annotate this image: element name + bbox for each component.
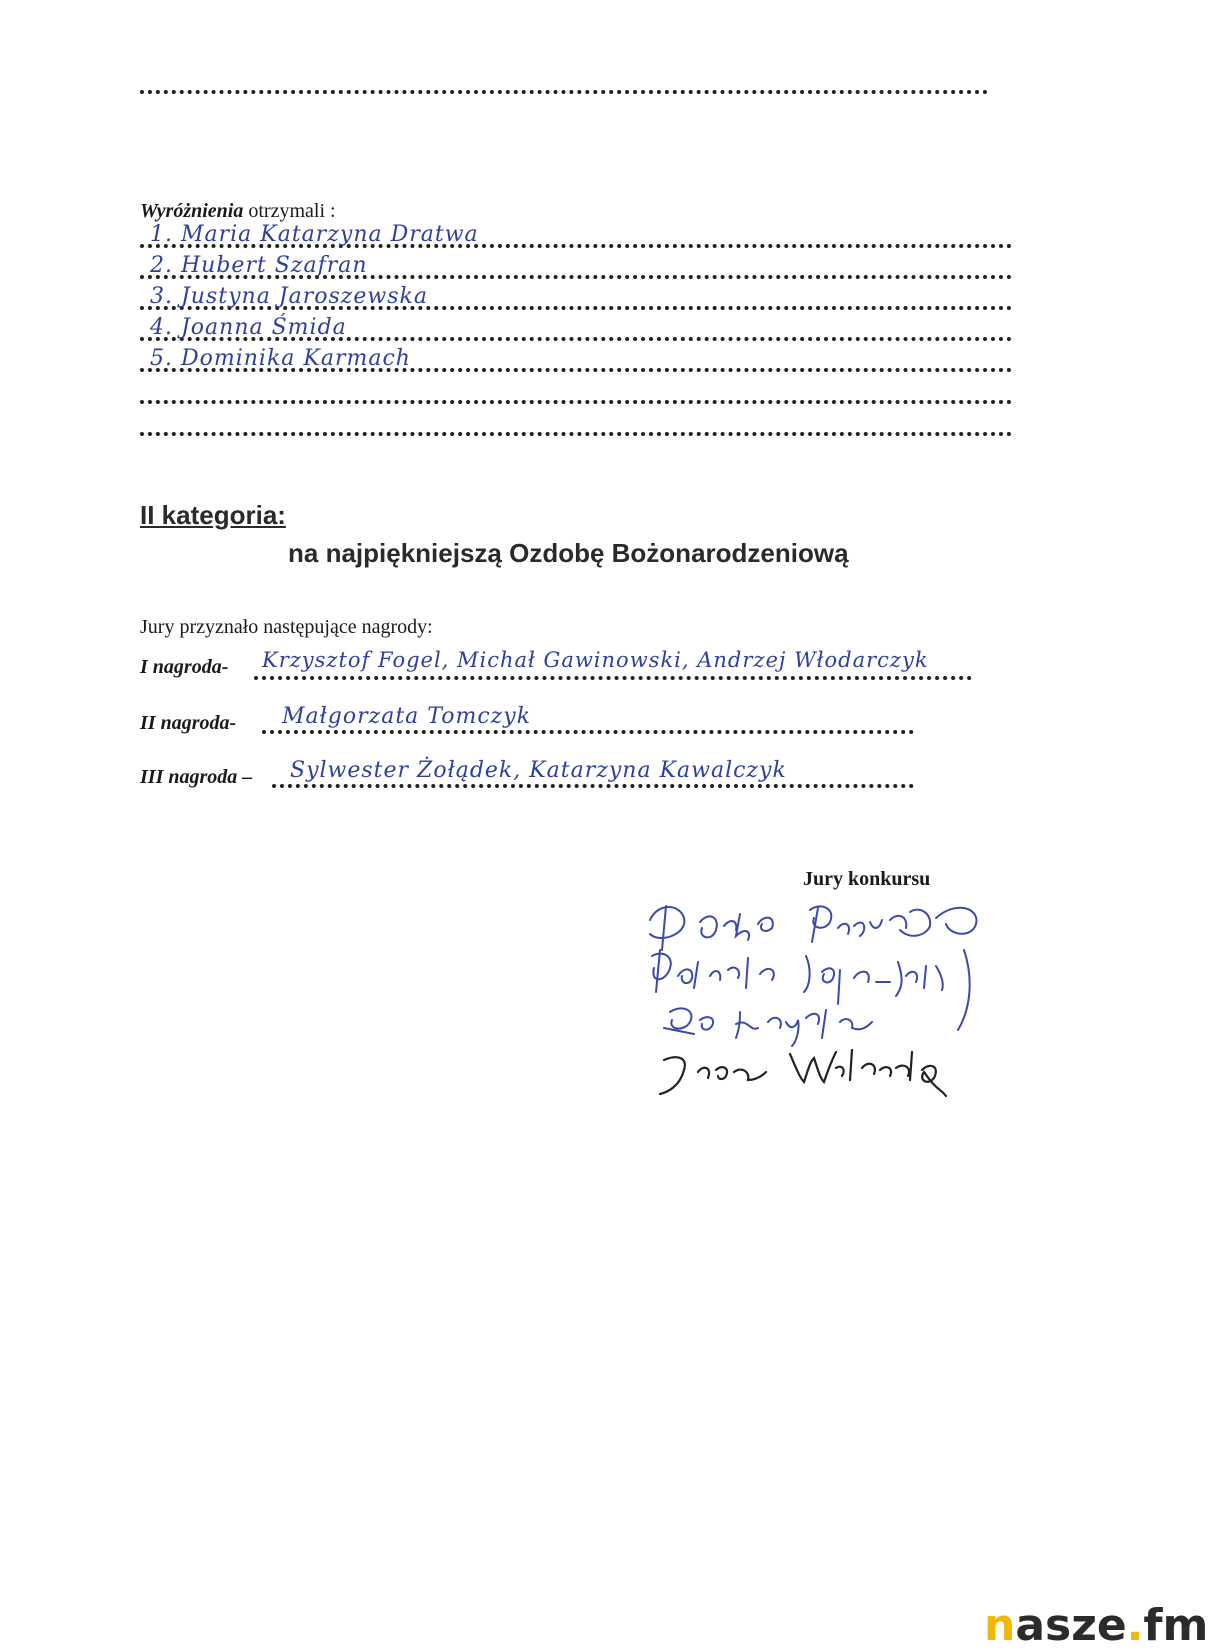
jury-text: Jury przyznało następujące nagrody: xyxy=(140,616,433,638)
honors-entry: 1. Maria Katarzyna Dratwa xyxy=(150,222,479,247)
dotted-line xyxy=(262,730,914,734)
logo-first-letter: n xyxy=(984,1600,1016,1651)
jury-signature-label: Jury konkursu xyxy=(803,868,931,890)
category-subtitle: na najpiękniejszą Ozdobę Bożonarodzeniową xyxy=(288,538,849,568)
prize-label: I nagroda- xyxy=(140,656,229,678)
logo-dot: . xyxy=(1126,1600,1144,1651)
prize-winners: Krzysztof Fogel, Michał Gawinowski, Andrzej Włodarczyk xyxy=(262,648,929,672)
logo-tld: fm xyxy=(1143,1600,1208,1651)
category-title: II kategoria: xyxy=(140,500,286,530)
logo-rest: asze xyxy=(1015,1600,1127,1651)
honors-heading xyxy=(140,200,336,223)
dotted-line xyxy=(254,676,972,680)
honors-entry: 2. Hubert Szafran xyxy=(150,253,368,278)
honors-heading-italic: Wyróżnienia xyxy=(140,200,244,222)
honors-entry: 4. Joanna Śmida xyxy=(150,315,347,340)
prize-winners: Sylwester Żołądek, Katarzyna Kawalczyk xyxy=(290,758,787,783)
dotted-line xyxy=(140,90,988,94)
honors-heading-rest: otrzymali : xyxy=(243,200,336,222)
nasze-fm-logo xyxy=(984,1600,1208,1651)
honors-entry: 3. Justyna Jaroszewska xyxy=(150,284,428,309)
dotted-line xyxy=(140,400,1012,404)
jury-signatures xyxy=(640,900,1020,1110)
dotted-line xyxy=(272,784,914,788)
prize-label: II nagroda- xyxy=(140,712,237,734)
prize-winners: Małgorzata Tomczyk xyxy=(282,704,532,729)
dotted-line xyxy=(140,432,1012,436)
honors-entry: 5. Dominika Karmach xyxy=(150,346,411,371)
prize-label: III nagroda – xyxy=(140,766,253,788)
